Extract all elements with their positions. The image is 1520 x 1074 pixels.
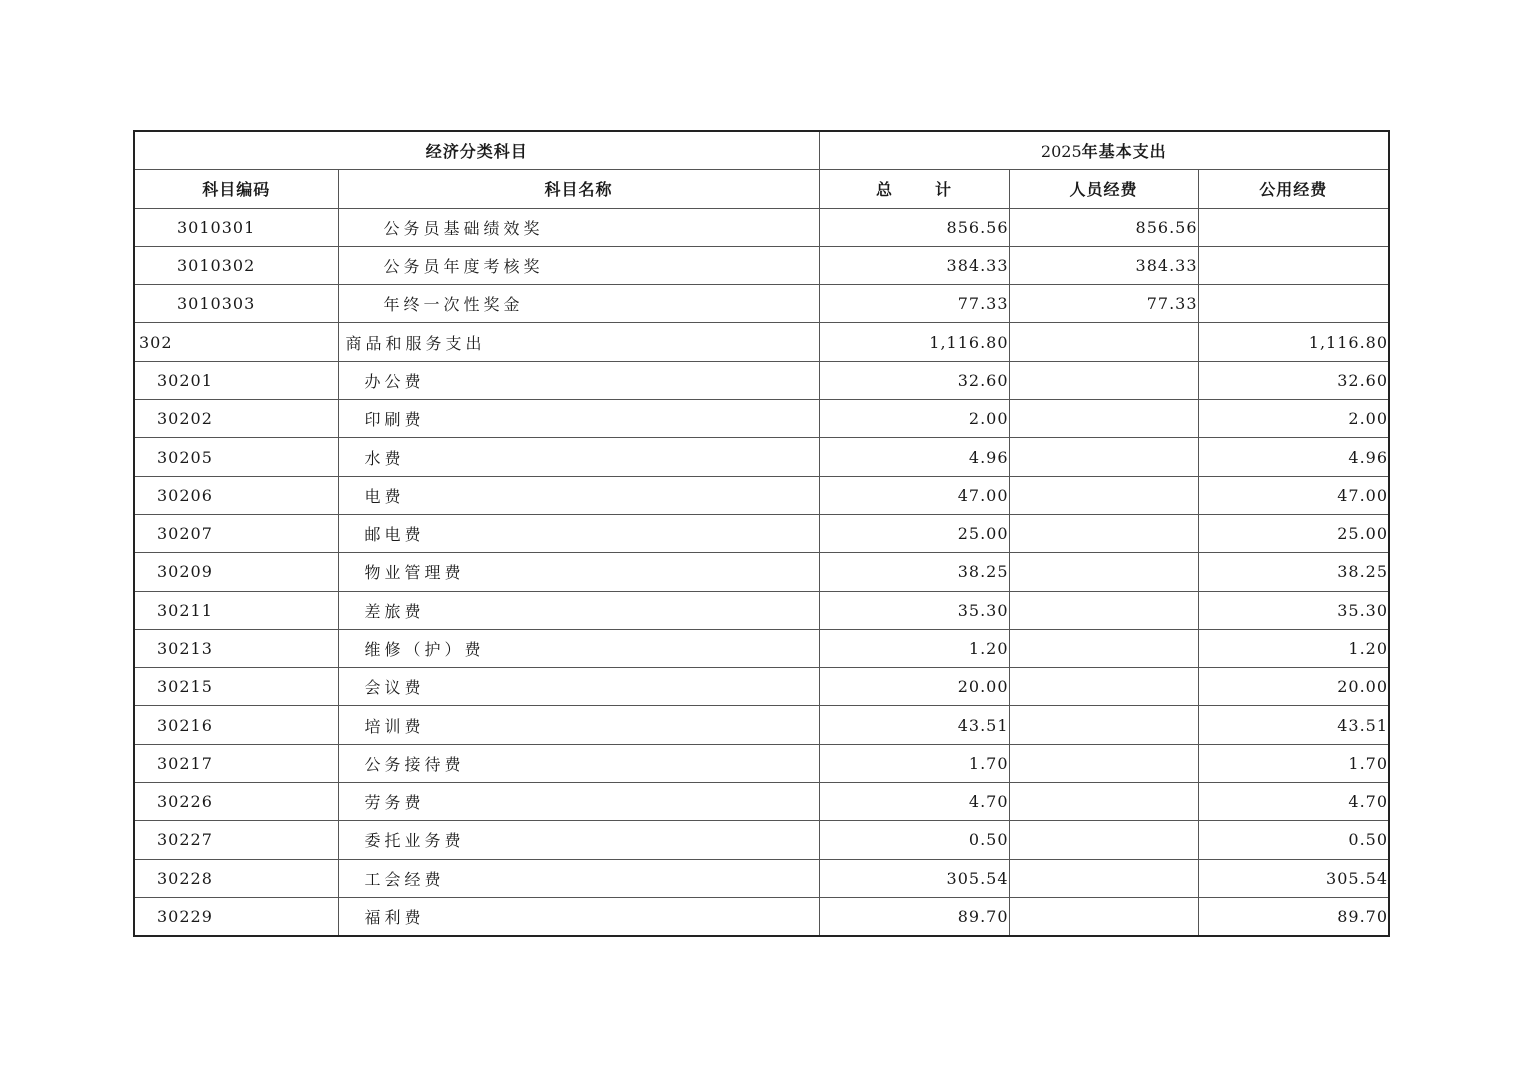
row-staff-expense (1009, 514, 1198, 552)
row-name: 公务员基础绩效奖 (338, 208, 819, 246)
row-name: 劳务费 (338, 783, 819, 821)
row-total: 1.70 (819, 744, 1009, 782)
row-staff-expense (1009, 438, 1198, 476)
table-row (134, 476, 1389, 514)
col-total-char-2: 计 (935, 180, 953, 200)
row-public-expense (1198, 208, 1389, 246)
row-public-expense: 43.51 (1198, 706, 1389, 744)
row-public-expense: 89.70 (1198, 897, 1389, 936)
row-name: 邮电费 (338, 514, 819, 552)
table-row (134, 783, 1389, 821)
table-row (134, 897, 1389, 936)
row-total: 856.56 (819, 208, 1009, 246)
row-staff-expense (1009, 361, 1198, 399)
row-name: 培训费 (338, 706, 819, 744)
row-name: 公务员年度考核奖 (338, 246, 819, 284)
row-public-expense (1198, 246, 1389, 284)
row-public-expense: 305.54 (1198, 859, 1389, 897)
basic-expenditure-label: 年基本支出 (1081, 142, 1167, 162)
row-staff-expense (1009, 897, 1198, 936)
row-code: 30201 (134, 361, 338, 399)
row-total: 0.50 (819, 821, 1009, 859)
row-staff-expense: 384.33 (1009, 246, 1198, 284)
row-code: 30215 (134, 668, 338, 706)
row-staff-expense: 856.56 (1009, 208, 1198, 246)
col-staff-header: 人员经费 (1009, 170, 1198, 208)
row-public-expense: 0.50 (1198, 821, 1389, 859)
row-name: 福利费 (338, 897, 819, 936)
row-code: 30228 (134, 859, 338, 897)
row-total: 384.33 (819, 246, 1009, 284)
header-column-row (134, 170, 1389, 208)
row-public-expense: 1.20 (1198, 629, 1389, 667)
table-row (134, 591, 1389, 629)
row-total: 20.00 (819, 668, 1009, 706)
row-total: 1,116.80 (819, 323, 1009, 361)
row-staff-expense: 77.33 (1009, 285, 1198, 323)
row-name: 商品和服务支出 (338, 323, 819, 361)
row-public-expense: 1.70 (1198, 744, 1389, 782)
row-public-expense: 47.00 (1198, 476, 1389, 514)
row-staff-expense (1009, 553, 1198, 591)
row-public-expense: 38.25 (1198, 553, 1389, 591)
row-total: 38.25 (819, 553, 1009, 591)
year-label: 2025 (1040, 142, 1082, 162)
row-code: 30211 (134, 591, 338, 629)
row-name: 公务接待费 (338, 744, 819, 782)
row-name: 维修（护）费 (338, 629, 819, 667)
row-code: 30206 (134, 476, 338, 514)
row-code: 30227 (134, 821, 338, 859)
row-total: 25.00 (819, 514, 1009, 552)
table-body (134, 208, 1389, 936)
row-code: 3010303 (134, 285, 338, 323)
row-code: 30213 (134, 629, 338, 667)
row-total: 4.96 (819, 438, 1009, 476)
row-total: 1.20 (819, 629, 1009, 667)
row-public-expense: 20.00 (1198, 668, 1389, 706)
row-code: 30207 (134, 514, 338, 552)
row-name: 年终一次性奖金 (338, 285, 819, 323)
basic-expenditure-header (819, 131, 1389, 170)
budget-table (133, 130, 1390, 937)
row-total: 2.00 (819, 400, 1009, 438)
table-row (134, 438, 1389, 476)
row-public-expense: 2.00 (1198, 400, 1389, 438)
row-staff-expense (1009, 476, 1198, 514)
row-code: 3010301 (134, 208, 338, 246)
row-staff-expense (1009, 706, 1198, 744)
row-public-expense: 1,116.80 (1198, 323, 1389, 361)
table-row (134, 821, 1389, 859)
table-row (134, 361, 1389, 399)
table-row (134, 208, 1389, 246)
row-code: 30202 (134, 400, 338, 438)
col-public-header: 公用经费 (1198, 170, 1389, 208)
economic-category-header: 经济分类科目 (134, 131, 819, 170)
row-total: 47.00 (819, 476, 1009, 514)
row-code: 30205 (134, 438, 338, 476)
row-name: 委托业务费 (338, 821, 819, 859)
row-code: 302 (134, 323, 338, 361)
row-staff-expense (1009, 821, 1198, 859)
table-row (134, 514, 1389, 552)
row-total: 43.51 (819, 706, 1009, 744)
row-name: 办公费 (338, 361, 819, 399)
row-total: 35.30 (819, 591, 1009, 629)
row-public-expense: 4.96 (1198, 438, 1389, 476)
header-group-row (134, 131, 1389, 170)
row-name: 工会经费 (338, 859, 819, 897)
row-public-expense: 32.60 (1198, 361, 1389, 399)
row-name: 电费 (338, 476, 819, 514)
col-total-char-1: 总 (876, 180, 894, 200)
row-code: 30217 (134, 744, 338, 782)
row-code: 30216 (134, 706, 338, 744)
row-staff-expense (1009, 668, 1198, 706)
row-total: 89.70 (819, 897, 1009, 936)
col-code-header: 科目编码 (134, 170, 338, 208)
row-name: 水费 (338, 438, 819, 476)
row-public-expense: 25.00 (1198, 514, 1389, 552)
row-public-expense: 35.30 (1198, 591, 1389, 629)
row-code: 3010302 (134, 246, 338, 284)
row-name: 物业管理费 (338, 553, 819, 591)
row-public-expense: 4.70 (1198, 783, 1389, 821)
table-row (134, 706, 1389, 744)
table-row (134, 400, 1389, 438)
table-row (134, 668, 1389, 706)
row-staff-expense (1009, 591, 1198, 629)
row-public-expense (1198, 285, 1389, 323)
row-staff-expense (1009, 400, 1198, 438)
table-row (134, 323, 1389, 361)
row-staff-expense (1009, 744, 1198, 782)
row-total: 4.70 (819, 783, 1009, 821)
table-row (134, 629, 1389, 667)
row-staff-expense (1009, 859, 1198, 897)
row-total: 32.60 (819, 361, 1009, 399)
table-row (134, 859, 1389, 897)
col-name-header: 科目名称 (338, 170, 819, 208)
col-total-header (819, 170, 1009, 208)
table-row (134, 553, 1389, 591)
table-row (134, 285, 1389, 323)
row-staff-expense (1009, 783, 1198, 821)
row-staff-expense (1009, 323, 1198, 361)
row-name: 印刷费 (338, 400, 819, 438)
row-total: 77.33 (819, 285, 1009, 323)
row-name: 差旅费 (338, 591, 819, 629)
row-code: 30209 (134, 553, 338, 591)
table-row (134, 744, 1389, 782)
row-code: 30226 (134, 783, 338, 821)
row-name: 会议费 (338, 668, 819, 706)
table-row (134, 246, 1389, 284)
row-code: 30229 (134, 897, 338, 936)
row-total: 305.54 (819, 859, 1009, 897)
row-staff-expense (1009, 629, 1198, 667)
